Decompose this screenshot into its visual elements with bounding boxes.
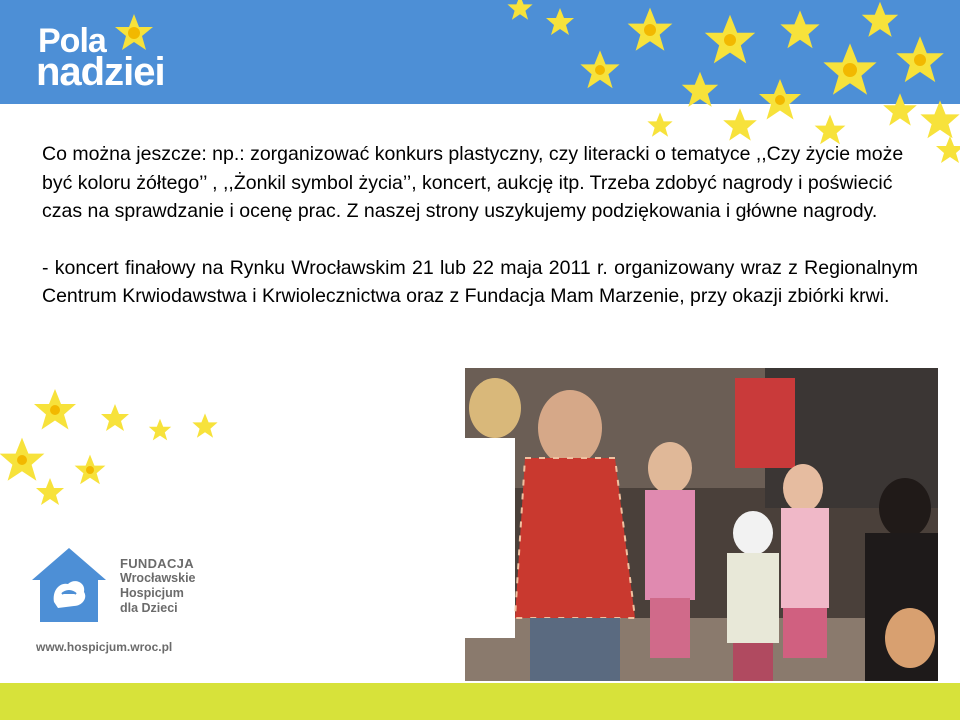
logo-text-nadziei: nadziei <box>36 50 165 94</box>
photo-illustration <box>465 368 938 681</box>
daffodil-pattern-left <box>0 380 240 520</box>
fundacja-line1: FUNDACJA <box>120 556 194 571</box>
logo-text-pola: Pola <box>38 22 106 60</box>
fundacja-url: www.hospicjum.wroc.pl <box>36 640 173 654</box>
fundacja-name <box>120 556 196 616</box>
fundacja-line3: Hospicjum <box>120 586 184 600</box>
fundacja-logo <box>28 544 218 644</box>
footer-bar <box>0 683 960 720</box>
house-hands-icon <box>28 544 110 626</box>
fundacja-line4: dla Dzieci <box>120 601 178 615</box>
main-content <box>42 140 918 311</box>
fundacja-line2: Wrocławskie <box>120 571 196 585</box>
paragraph-concert: - koncert finałowy na Rynku Wrocławskim 21 lub 22 maja 2011 r. organizowany wraz z Regionalnym Centrum Krwiodawstwa i Krwiolecznictwa oraz z Fundacja Mam Marzenie, przy okazji zbiórki krwi. <box>42 256 918 307</box>
paragraph-competition: Co można jeszcze: np.: zorganizować konkurs plastyczny, czy literacki o tematyce ,,Czy życie może być koloru żółtego’’ , ,,Żonkil symbol życia’’, koncert, aukcję itp. Trzeba zdobyć nagrody i poświecić czas na sprawdzanie i ocenę prac. Z naszej strony uszykujemy podziękowania i główne nagrody. <box>42 143 904 222</box>
paragraph-spacer <box>42 226 918 254</box>
photo-children-crowd <box>465 368 938 681</box>
